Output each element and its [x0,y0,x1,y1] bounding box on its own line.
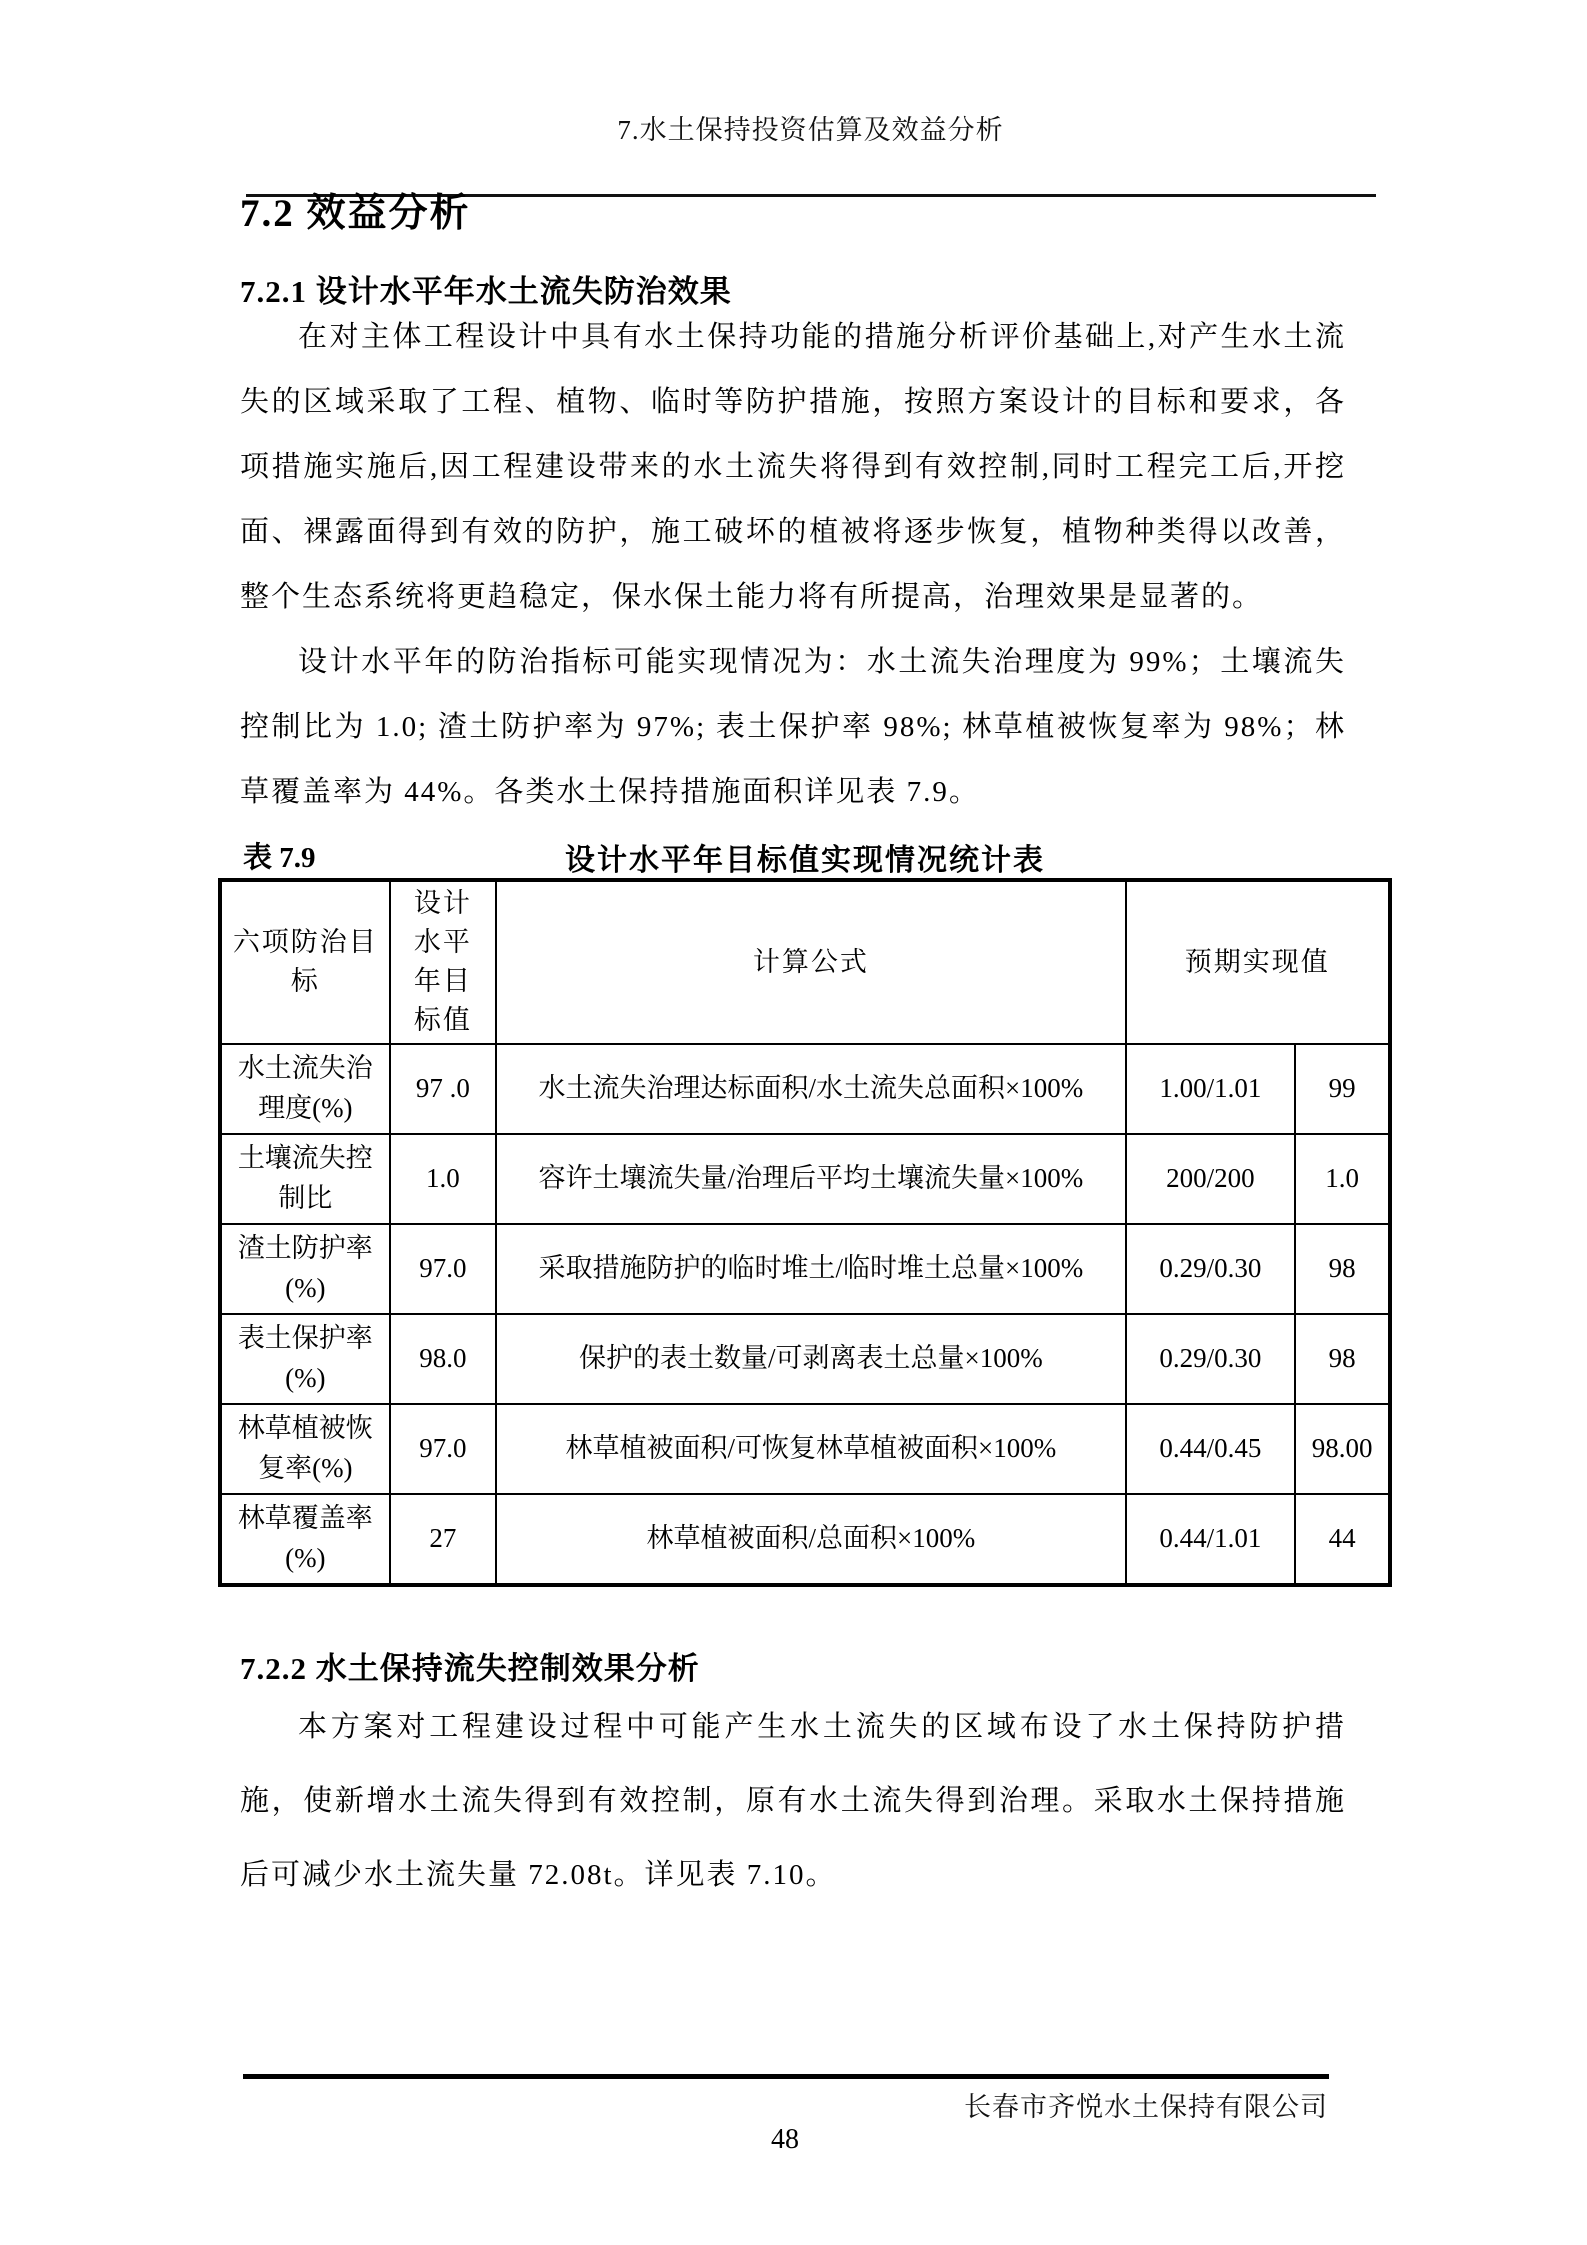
cell-expected: 0.44/0.45 [1126,1404,1296,1494]
heading-7-2-1: 7.2.1 设计水平年水土流失防治效果 [240,274,732,309]
cell-formula: 容许土壤流失量/治理后平均土壤流失量×100% [496,1134,1125,1224]
header-cell-formula: 计算公式 [496,880,1125,1044]
cell-target: 土壤流失控制比 [220,1134,390,1224]
cell-expected: 200/200 [1126,1134,1296,1224]
cell-value: 98 [1295,1314,1390,1404]
header-title: 7.水土保持投资估算及效益分析 [617,115,1004,145]
cell-goal: 97 .0 [390,1044,496,1134]
cell-formula: 林草植被面积/可恢复林草植被面积×100% [496,1404,1125,1494]
footer-company: 长春市齐悦水土保持有限公司 [964,2092,1328,2122]
cell-formula: 采取措施防护的临时堆土/临时堆土总量×100% [496,1224,1125,1314]
cell-value: 98 [1295,1224,1390,1314]
cell-goal: 97.0 [390,1224,496,1314]
cell-value: 99 [1295,1044,1390,1134]
table-label: 表 7.9 [243,842,316,874]
cell-expected: 0.29/0.30 [1126,1314,1296,1404]
table-header-row [220,880,1390,1044]
cell-value: 1.0 [1295,1134,1390,1224]
page-number: 48 [771,2124,799,2155]
paragraph-721-1: 在对主体工程设计中具有水土保持功能的措施分析评价基础上,对产生水土流失的区域采取了工程、植物、临时等防护措施，按照方案设计的目标和要求，各项措施实施后,因工程建设带来的水土流失将得到有效控制,同时工程完工后,开挖面、裸露面得到有效的防护，施工破坏的植被将逐步恢复，植物种类得以改善，整个生态系统将更趋稳定，保水保土能力将有所提高，治理效果是显著的。 [240,321,1346,613]
cell-formula: 保护的表土数量/可剥离表土总量×100% [496,1314,1125,1404]
cell-goal: 98.0 [390,1314,496,1404]
cell-formula: 林草植被面积/总面积×100% [496,1494,1125,1585]
cell-expected: 0.29/0.30 [1126,1224,1296,1314]
table-row [220,1044,1390,1134]
cell-expected: 0.44/1.01 [1126,1494,1296,1585]
cell-formula: 水土流失治理达标面积/水土流失总面积×100% [496,1044,1125,1134]
target-value-table [218,878,1392,1587]
table-row [220,1224,1390,1314]
cell-target: 林草覆盖率(%) [220,1494,390,1585]
header-cell-goal: 设计水平年目标值 [390,880,496,1044]
cell-value: 44 [1295,1494,1390,1585]
cell-goal: 1.0 [390,1134,496,1224]
cell-goal: 27 [390,1494,496,1585]
header-cell-expected: 预期实现值 [1126,880,1390,1044]
footer-rule [243,2074,1329,2079]
table-row [220,1314,1390,1404]
cell-target: 林草植被恢复率(%) [220,1404,390,1494]
table-title: 设计水平年目标值实现情况统计表 [565,844,1045,877]
cell-target: 渣土防护率(%) [220,1224,390,1314]
paragraph-721-2: 设计水平年的防治指标可能实现情况为：水土流失治理度为 99%；土壤流失控制比为 1.0; 渣土防护率为 97%; 表土保护率 98%; 林草植被恢复率为 98%；林草覆盖率为 44%。各类水土保持措施面积详见表 7.9。 [240,646,1346,808]
table-row [220,1404,1390,1494]
page-header [245,108,1376,147]
heading-7-2: 7.2 效益分析 [240,192,471,235]
heading-7-2-2: 7.2.2 水土保持流失控制效果分析 [240,1651,700,1686]
cell-target: 表土保护率(%) [220,1314,390,1404]
paragraph-722-1: 本方案对工程建设过程中可能产生水土流失的区域布设了水土保持防护措施，使新增水土流失得到有效控制，原有水土流失得到治理。采取水土保持措施后可减少水土流失量 72.08t。详见表 7.10。 [240,1711,1346,1891]
cell-value: 98.00 [1295,1404,1390,1494]
table-row [220,1494,1390,1585]
table-row [220,1134,1390,1224]
table-caption-row [218,835,1392,877]
cell-goal: 97.0 [390,1404,496,1494]
cell-expected: 1.00/1.01 [1126,1044,1296,1134]
header-cell-target: 六项防治目标 [220,880,390,1044]
cell-target: 水土流失治理度(%) [220,1044,390,1134]
